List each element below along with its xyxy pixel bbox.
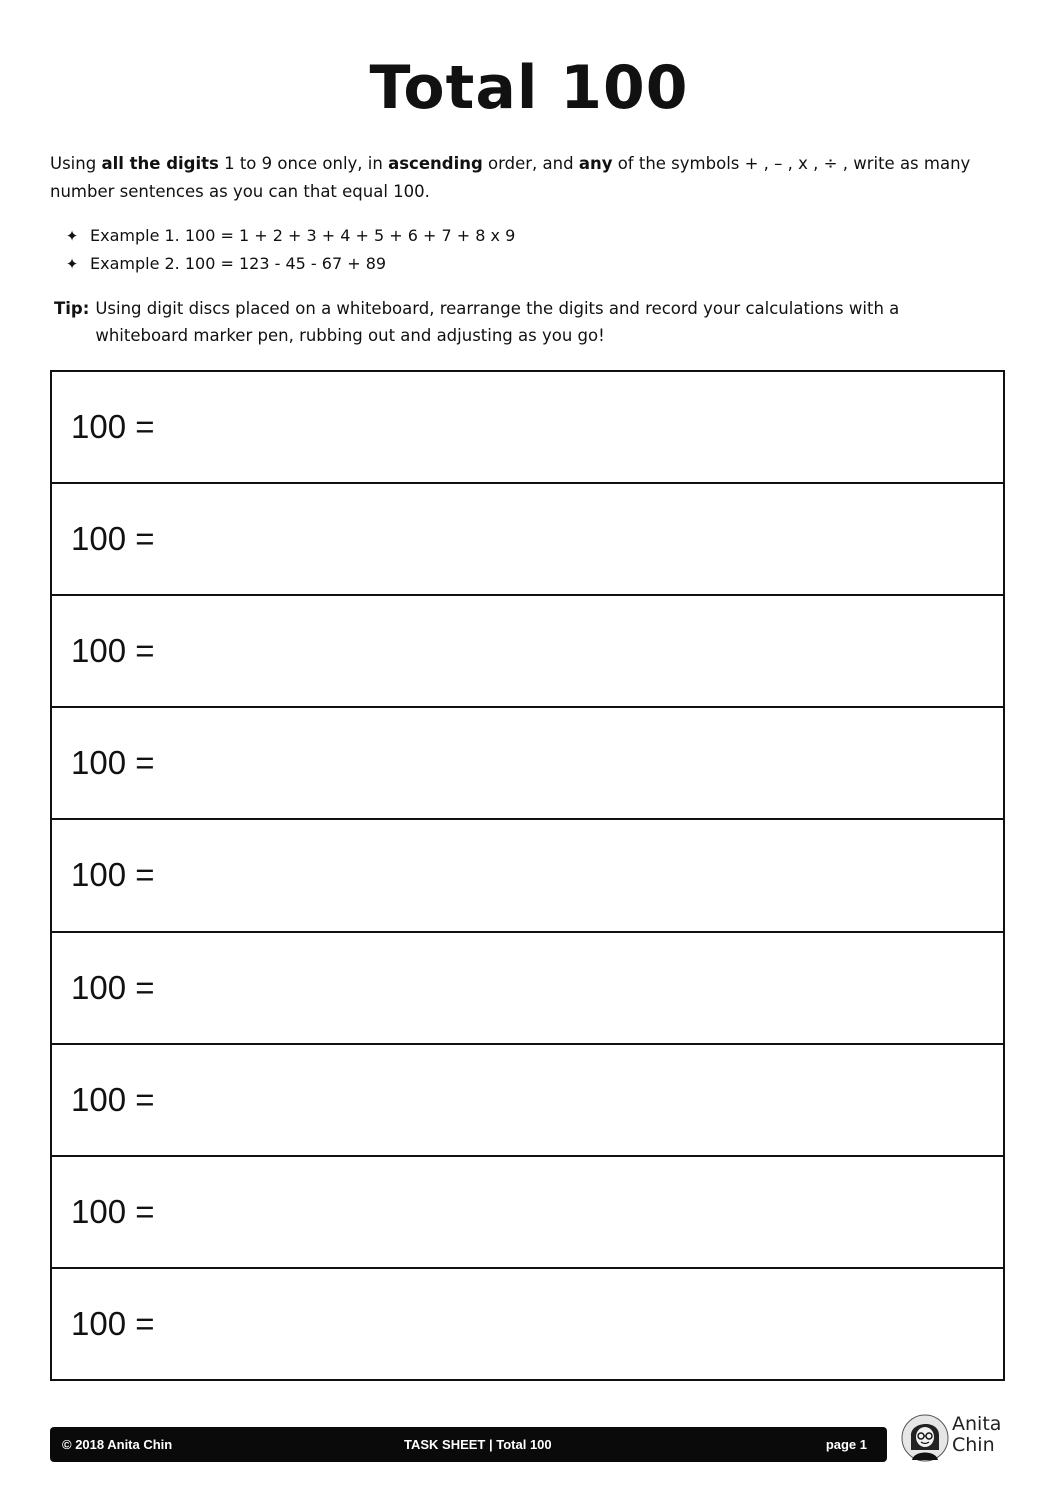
star-bullet-icon: ✦ — [65, 227, 79, 245]
author-logo — [900, 1410, 1015, 1466]
footer-bar — [50, 1427, 887, 1462]
page-title: Total 100 — [369, 53, 689, 123]
instructions-text-4: of the symbols + , – , x , ÷ , write as many number sentences as you can that equal 100. — [50, 154, 971, 201]
example-item — [64, 222, 515, 250]
tip-text: Using digit discs placed on a whiteboard, rearrange the digits and record your calculations with a whiteboard marker pen, rubbing out and adjusting as you go! — [95, 299, 900, 345]
footer-page-number: page 1 — [825, 1437, 867, 1452]
instructions-bold-1: all the digits — [101, 154, 219, 173]
answer-row-label: 100 = — [71, 856, 155, 894]
instructions-text-3: order, and — [482, 154, 579, 173]
instructions-bold-2: ascending — [388, 154, 483, 173]
answer-row[interactable] — [52, 1045, 1003, 1157]
logo-wordmark — [952, 1414, 1001, 1456]
logo-line-2: Chin — [952, 1434, 995, 1456]
answer-row[interactable] — [52, 372, 1003, 484]
star-bullet-icon: ✦ — [65, 255, 79, 273]
answer-row-label: 100 = — [71, 744, 155, 782]
answer-row-label: 100 = — [71, 968, 155, 1006]
instructions-text-2: 1 to 9 once only, in — [218, 154, 389, 173]
answer-row-label: 100 = — [71, 632, 155, 670]
answer-row-label: 100 = — [71, 408, 155, 446]
tip — [54, 295, 954, 349]
answer-row[interactable] — [52, 1269, 1003, 1379]
answer-row-label: 100 = — [71, 1080, 155, 1118]
answer-row[interactable] — [52, 1157, 1003, 1269]
footer-copyright: © 2018 Anita Chin — [62, 1437, 173, 1452]
answer-table — [50, 370, 1005, 1381]
answer-row-label: 100 = — [71, 1192, 155, 1230]
example-text: Example 2. 100 = 123 - 45 - 67 + 89 — [90, 254, 387, 273]
examples-list — [64, 222, 515, 278]
answer-row[interactable] — [52, 933, 1003, 1045]
answer-row[interactable] — [52, 484, 1003, 596]
footer-sheet-title: TASK SHEET | Total 100 — [404, 1437, 552, 1452]
instructions-bold-3: any — [578, 154, 613, 173]
logo-line-1: Anita — [952, 1413, 1002, 1435]
answer-row-label: 100 = — [71, 520, 155, 558]
example-item — [64, 250, 515, 278]
avatar-icon — [900, 1412, 950, 1464]
tip-label: Tip: — [54, 299, 90, 318]
answer-row[interactable] — [52, 708, 1003, 820]
instructions — [50, 150, 1010, 206]
instructions-text-1: Using — [50, 154, 102, 173]
example-text: Example 1. 100 = 1 + 2 + 3 + 4 + 5 + 6 + 7 + 8 x 9 — [90, 226, 516, 245]
answer-row-label: 100 = — [71, 1304, 155, 1342]
answer-row[interactable] — [52, 596, 1003, 708]
answer-row[interactable] — [52, 820, 1003, 932]
